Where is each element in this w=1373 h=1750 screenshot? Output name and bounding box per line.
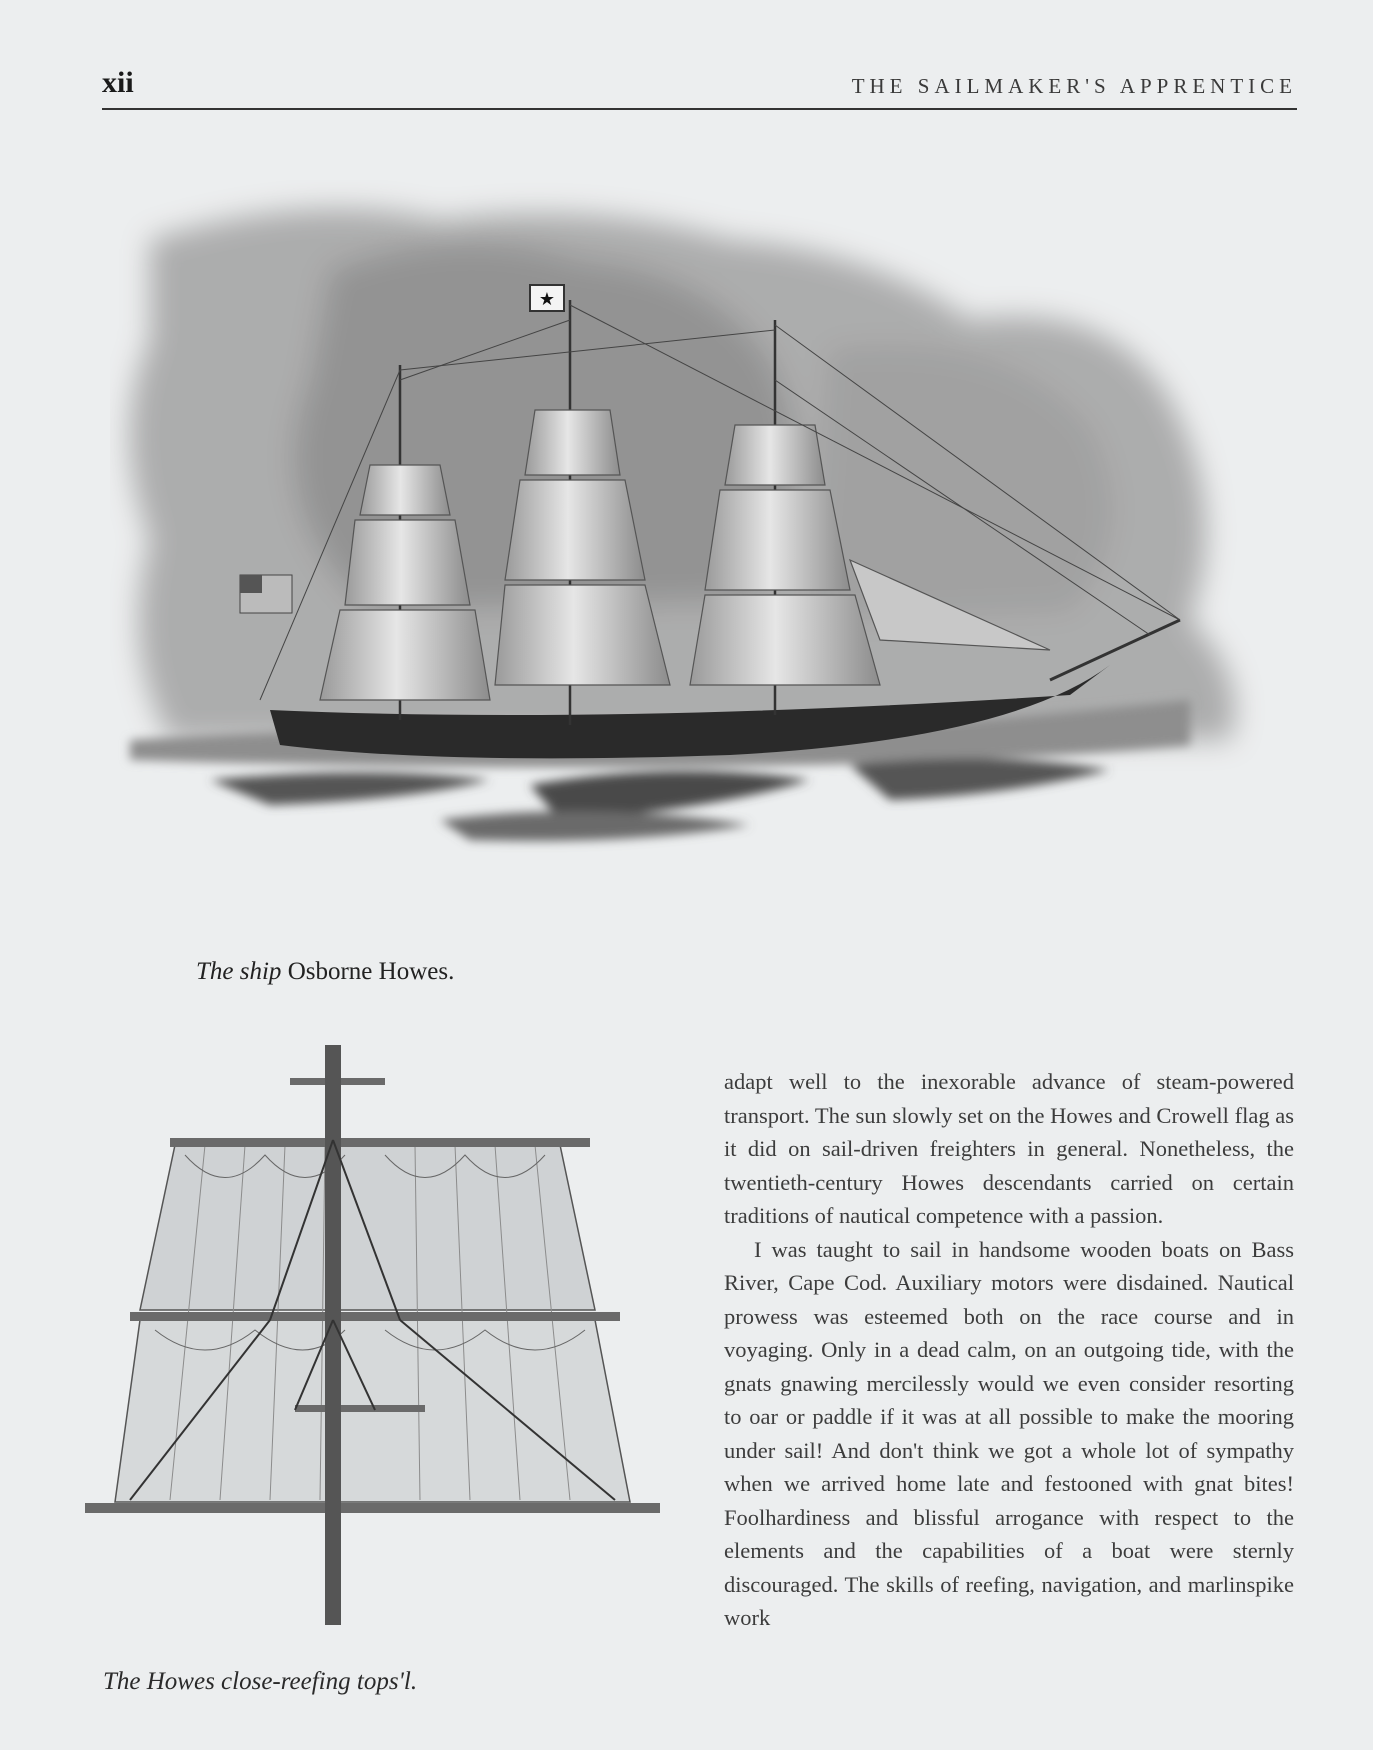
running-head: THE SAILMAKER'S APPRENTICE — [851, 74, 1297, 98]
svg-text:★: ★ — [538, 289, 556, 309]
paragraph-1: adapt well to the inexorable advance of steam-powered transport. The sun slowly set on the Howes and Crowell flag as it did on sail-driven freighters in general. Nonetheless, the twentieth-century Howes descendants carried on certain traditions of nautical competence with a passion. — [724, 1069, 1294, 1228]
topsail-illustration — [85, 1040, 660, 1640]
ship-caption-name: Osborne Howes. — [281, 958, 455, 985]
ship-illustration — [110, 180, 1305, 940]
watercolor-sky — [130, 209, 1235, 740]
topsail-caption: The Howes close-reefing tops'l. — [103, 1668, 418, 1695]
page-number: xii — [102, 66, 134, 99]
paragraph-2: I was taught to sail in handsome wooden boats on Bass River, Cape Cod. Auxiliary motors were disdained. Nautical prowess was esteemed both on the race course and in voyaging. Only in a dead calm, on an outgoing tide, with the gnats gnawing mercilessly would we even consider resorting to oar or paddle if it was at all possible to make the mooring under sail! And don't think we got a whole lot of sympathy when we arrived home late and festooned with gnat bites! Foolhardiness and blissful arrogance with respect to the elements and the capabilities of a boat were sternly discouraged. The skills of reefing, navigation, and marlinspike work — [724, 1236, 1294, 1630]
body-text — [724, 1065, 1294, 1635]
ship-caption — [196, 958, 454, 986]
ship-caption-italic: The ship — [196, 958, 282, 985]
page-header — [102, 62, 1297, 110]
